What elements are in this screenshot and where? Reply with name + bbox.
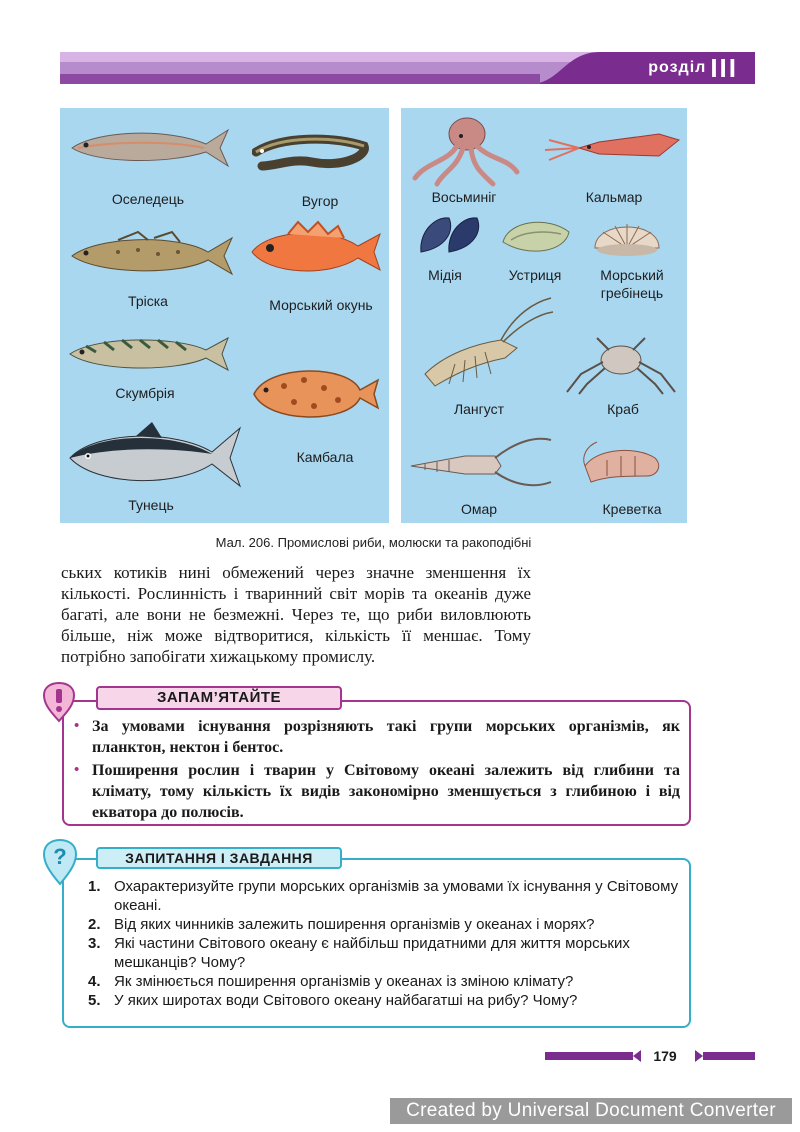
- question-number: 3.: [88, 935, 101, 952]
- question-icon: [42, 838, 78, 886]
- question-text: Які частини Світового океану є найбільш придатними для життя морських мешканців? Чому?: [114, 935, 630, 971]
- question-item: [88, 972, 680, 991]
- question-text: Охарактеризуйте групи морських організмів за умовами їх існування у Світовому океані.: [114, 878, 679, 914]
- exclamation-icon: [42, 681, 76, 723]
- shrimp-icon: [577, 436, 673, 492]
- fish-label: Тунець: [128, 497, 174, 513]
- question-number: 5.: [88, 992, 101, 1009]
- question-text: Від яких чинників залежить поширення організмів у океанах і морях?: [114, 916, 595, 933]
- invertebrate-label: Омар: [460, 501, 498, 517]
- invertebrate-label: Креветка: [602, 501, 662, 517]
- invertebrate-label: Морський гребінець: [600, 267, 664, 301]
- oyster-icon: [499, 212, 573, 260]
- list-item: [74, 716, 680, 758]
- question-item: [88, 991, 680, 1010]
- fish-figure-panel: [60, 108, 389, 523]
- questions-title: ЗАПИТАННЯ І ЗАВДАННЯ: [96, 847, 342, 869]
- mussel-icon: [415, 212, 485, 260]
- fish-label: Вугор: [301, 193, 339, 209]
- invertebrate-label: Восьминіг: [431, 189, 497, 205]
- remember-title: ЗАПАМ’ЯТАЙТЕ: [96, 686, 342, 710]
- invertebrate-figure-panel: [401, 108, 687, 523]
- questions-list: [88, 877, 680, 1010]
- squid-icon: [539, 128, 683, 168]
- fish-label: Оселедець: [111, 191, 185, 207]
- question-number: 2.: [88, 916, 101, 933]
- remember-item-text: За умовами існування розрізняють такі групи морських організмів, як планктон, нектон і бентос.: [92, 718, 680, 756]
- question-item: [88, 877, 680, 915]
- invertebrate-label: Мідія: [428, 267, 462, 283]
- tuna-icon: [66, 418, 244, 490]
- question-text: У яких широтах води Світового океану найбагатші на рибу? Чому?: [114, 992, 578, 1009]
- page-number: 179: [653, 1048, 677, 1064]
- section-word: розділ: [648, 59, 707, 76]
- question-number: 1.: [88, 878, 101, 895]
- herring-icon: [68, 122, 230, 170]
- bullet-icon: •: [74, 762, 80, 778]
- fish-label: Тріска: [128, 293, 168, 309]
- scallop-icon: [587, 208, 667, 260]
- mackerel-icon: [66, 330, 230, 376]
- remember-list: [74, 716, 680, 825]
- invertebrate-label: Краб: [607, 401, 639, 417]
- figure-caption: Мал. 206. Промислові риби, молюски та ракоподібні: [215, 535, 532, 550]
- svg-text:?: ?: [53, 844, 67, 869]
- lobster-icon: [405, 426, 555, 492]
- question-number: 4.: [88, 973, 101, 990]
- sea-bass-icon: [248, 218, 384, 284]
- bullet-icon: •: [74, 718, 80, 734]
- invertebrate-label: Лангуст: [453, 401, 505, 417]
- invertebrate-label: Устриця: [508, 267, 562, 283]
- crab-icon: [561, 332, 681, 396]
- cod-icon: [68, 228, 236, 280]
- eel-icon: [252, 132, 372, 176]
- question-text: Як змінюється поширення організмів у океанах із зміною клімату?: [114, 973, 574, 990]
- flounder-icon: [248, 358, 382, 428]
- section-number: III: [710, 52, 738, 83]
- question-item: [88, 934, 680, 972]
- remember-item-text: Поширення рослин і тварин у Світовому океані залежить від глибини та клімату, тому кількість їх видів закономірно зменшується з глибиною і від екватора до полюсів.: [92, 762, 680, 821]
- question-item: [88, 915, 680, 934]
- fish-label: Камбала: [296, 449, 354, 465]
- fish-label: Скумбрія: [115, 385, 175, 401]
- watermark: Created by Universal Document Converter: [390, 1098, 792, 1124]
- section-label: [648, 52, 738, 84]
- list-item: [74, 760, 680, 823]
- octopus-icon: [407, 112, 521, 188]
- invertebrate-label: Кальмар: [585, 189, 643, 205]
- body-paragraph: ських котиків нині обмежений через значне зменшення їх кількості. Рослинність і тваринний світ морів та океанів дуже багаті, але вони не безмежні. Через те, що риби виловлюють більше, ніж може відтворитися, кількість її меншає. Тому потрібно запобігати хижацькому промислу.: [61, 563, 531, 666]
- fish-label: Морський окунь: [269, 297, 373, 313]
- spiny-lobster-icon: [405, 294, 555, 394]
